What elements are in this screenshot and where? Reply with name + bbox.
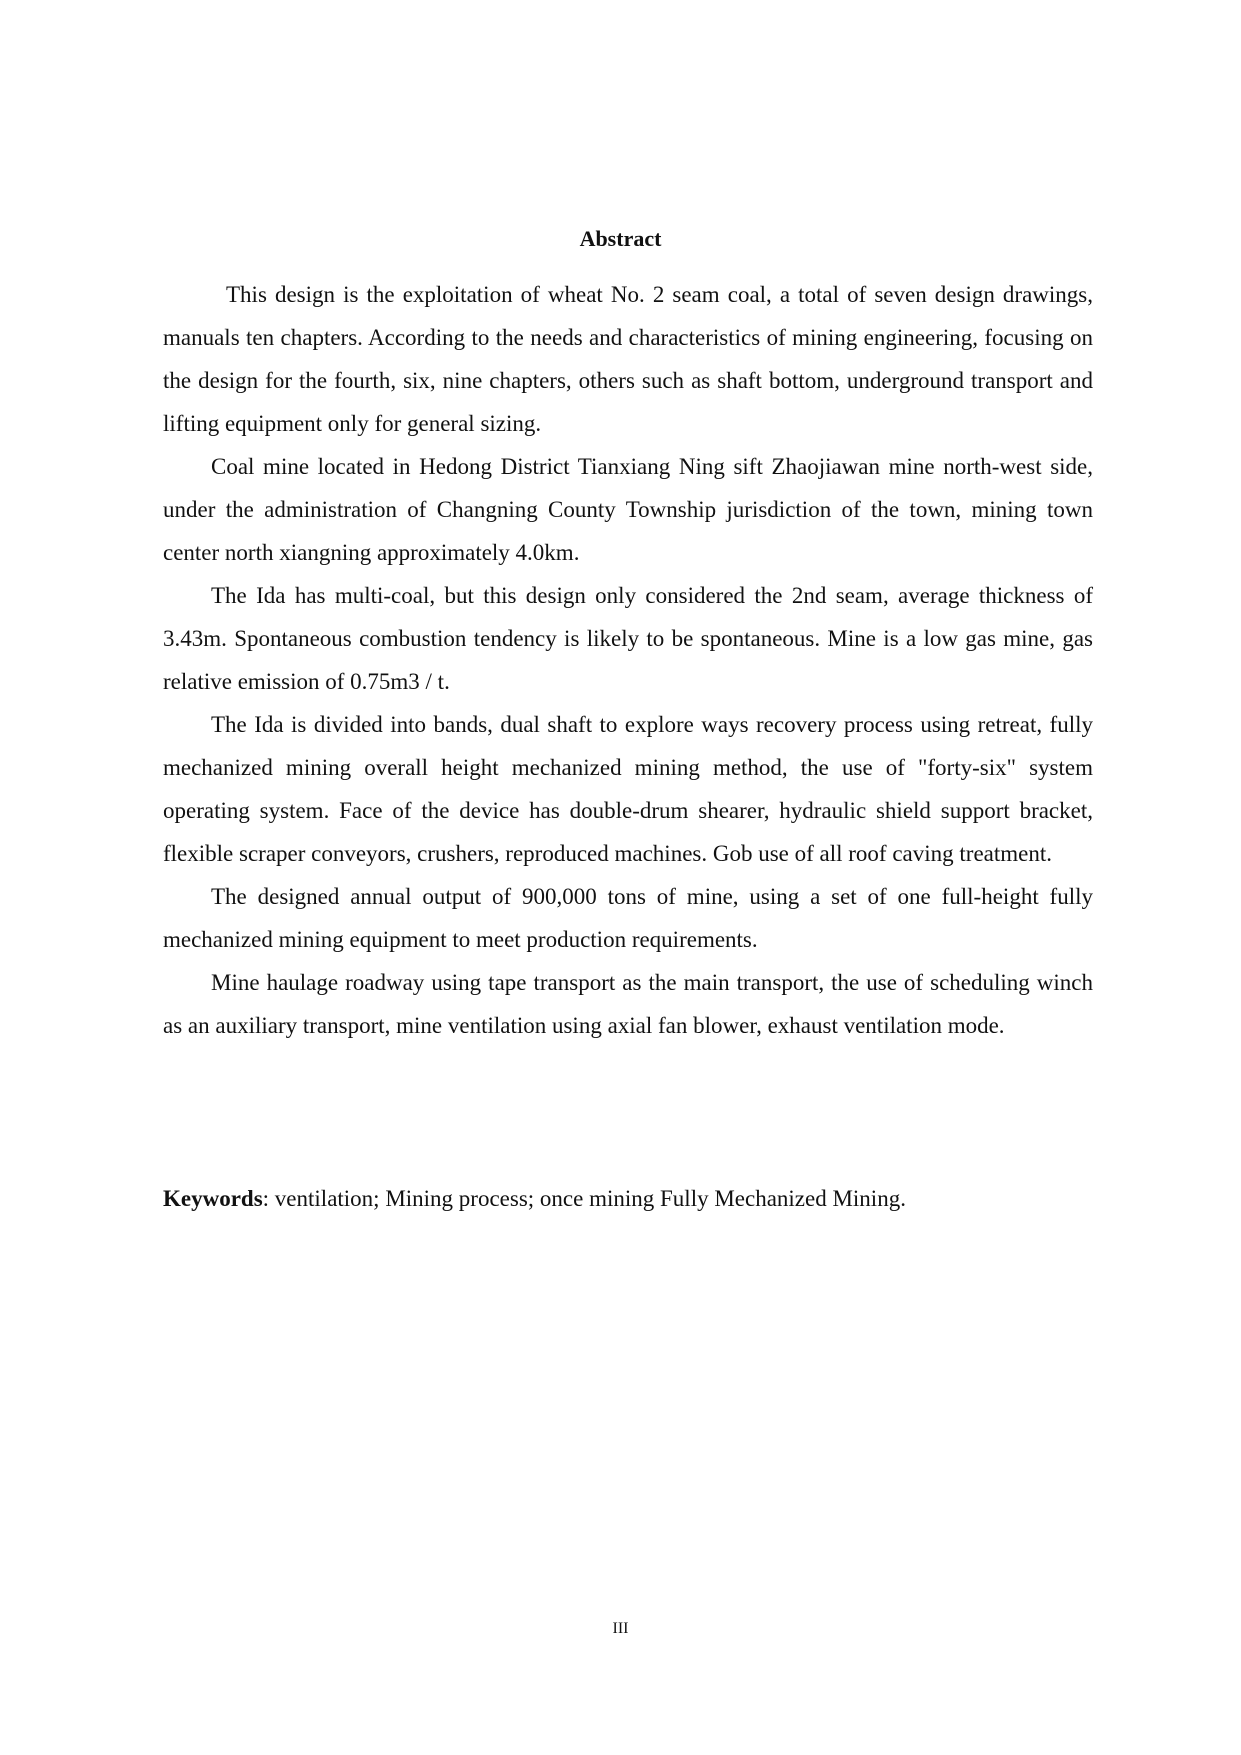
abstract-title: Abstract: [579, 226, 662, 251]
keywords-label: Keywords: [163, 1186, 263, 1211]
abstract-paragraph-3: The Ida has multi-coal, but this design only considered the 2nd seam, average thickness of 3.43m. Spontaneous combustion tendency is likely to be spontaneous. Mine is a low gas mine, gas relative emission of 0.75m3 / t.: [163, 583, 1093, 694]
abstract-body: [163, 273, 1093, 1047]
abstract-paragraph-1: This design is the exploitation of wheat No. 2 seam coal, a total of seven design drawings, manuals ten chapters. According to the needs and characteristics of mining engineering, focusing on the design for the fourth, six, nine chapters, others such as shaft bottom, underground transport and lifting equipment only for general sizing.: [163, 282, 1093, 436]
page-number: III: [612, 1620, 629, 1637]
abstract-paragraph-4: The Ida is divided into bands, dual shaft to explore ways recovery process using retreat, fully mechanized mining overall height mechanized mining method, the use of "forty-six" system operating system. Face of the device has double-drum shearer, hydraulic shield support bracket, flexible scraper conveyors, crushers, reproduced machines. Gob use of all roof caving treatment.: [163, 712, 1093, 866]
abstract-paragraph-5: The designed annual output of 900,000 tons of mine, using a set of one full-height fully mechanized mining equipment to meet production requirements.: [163, 884, 1093, 952]
keywords-line: [163, 1177, 1093, 1220]
keywords-text: : ventilation; Mining process; once mining Fully Mechanized Mining.: [262, 1186, 906, 1211]
abstract-paragraph-2: Coal mine located in Hedong District Tianxiang Ning sift Zhaojiawan mine north-west side, under the administration of Changning County Township jurisdiction of the town, mining town center north xiangning approximately 4.0km.: [163, 454, 1093, 565]
abstract-paragraph-6: Mine haulage roadway using tape transport as the main transport, the use of scheduling winch as an auxiliary transport, mine ventilation using axial fan blower, exhaust ventilation mode.: [163, 970, 1093, 1038]
